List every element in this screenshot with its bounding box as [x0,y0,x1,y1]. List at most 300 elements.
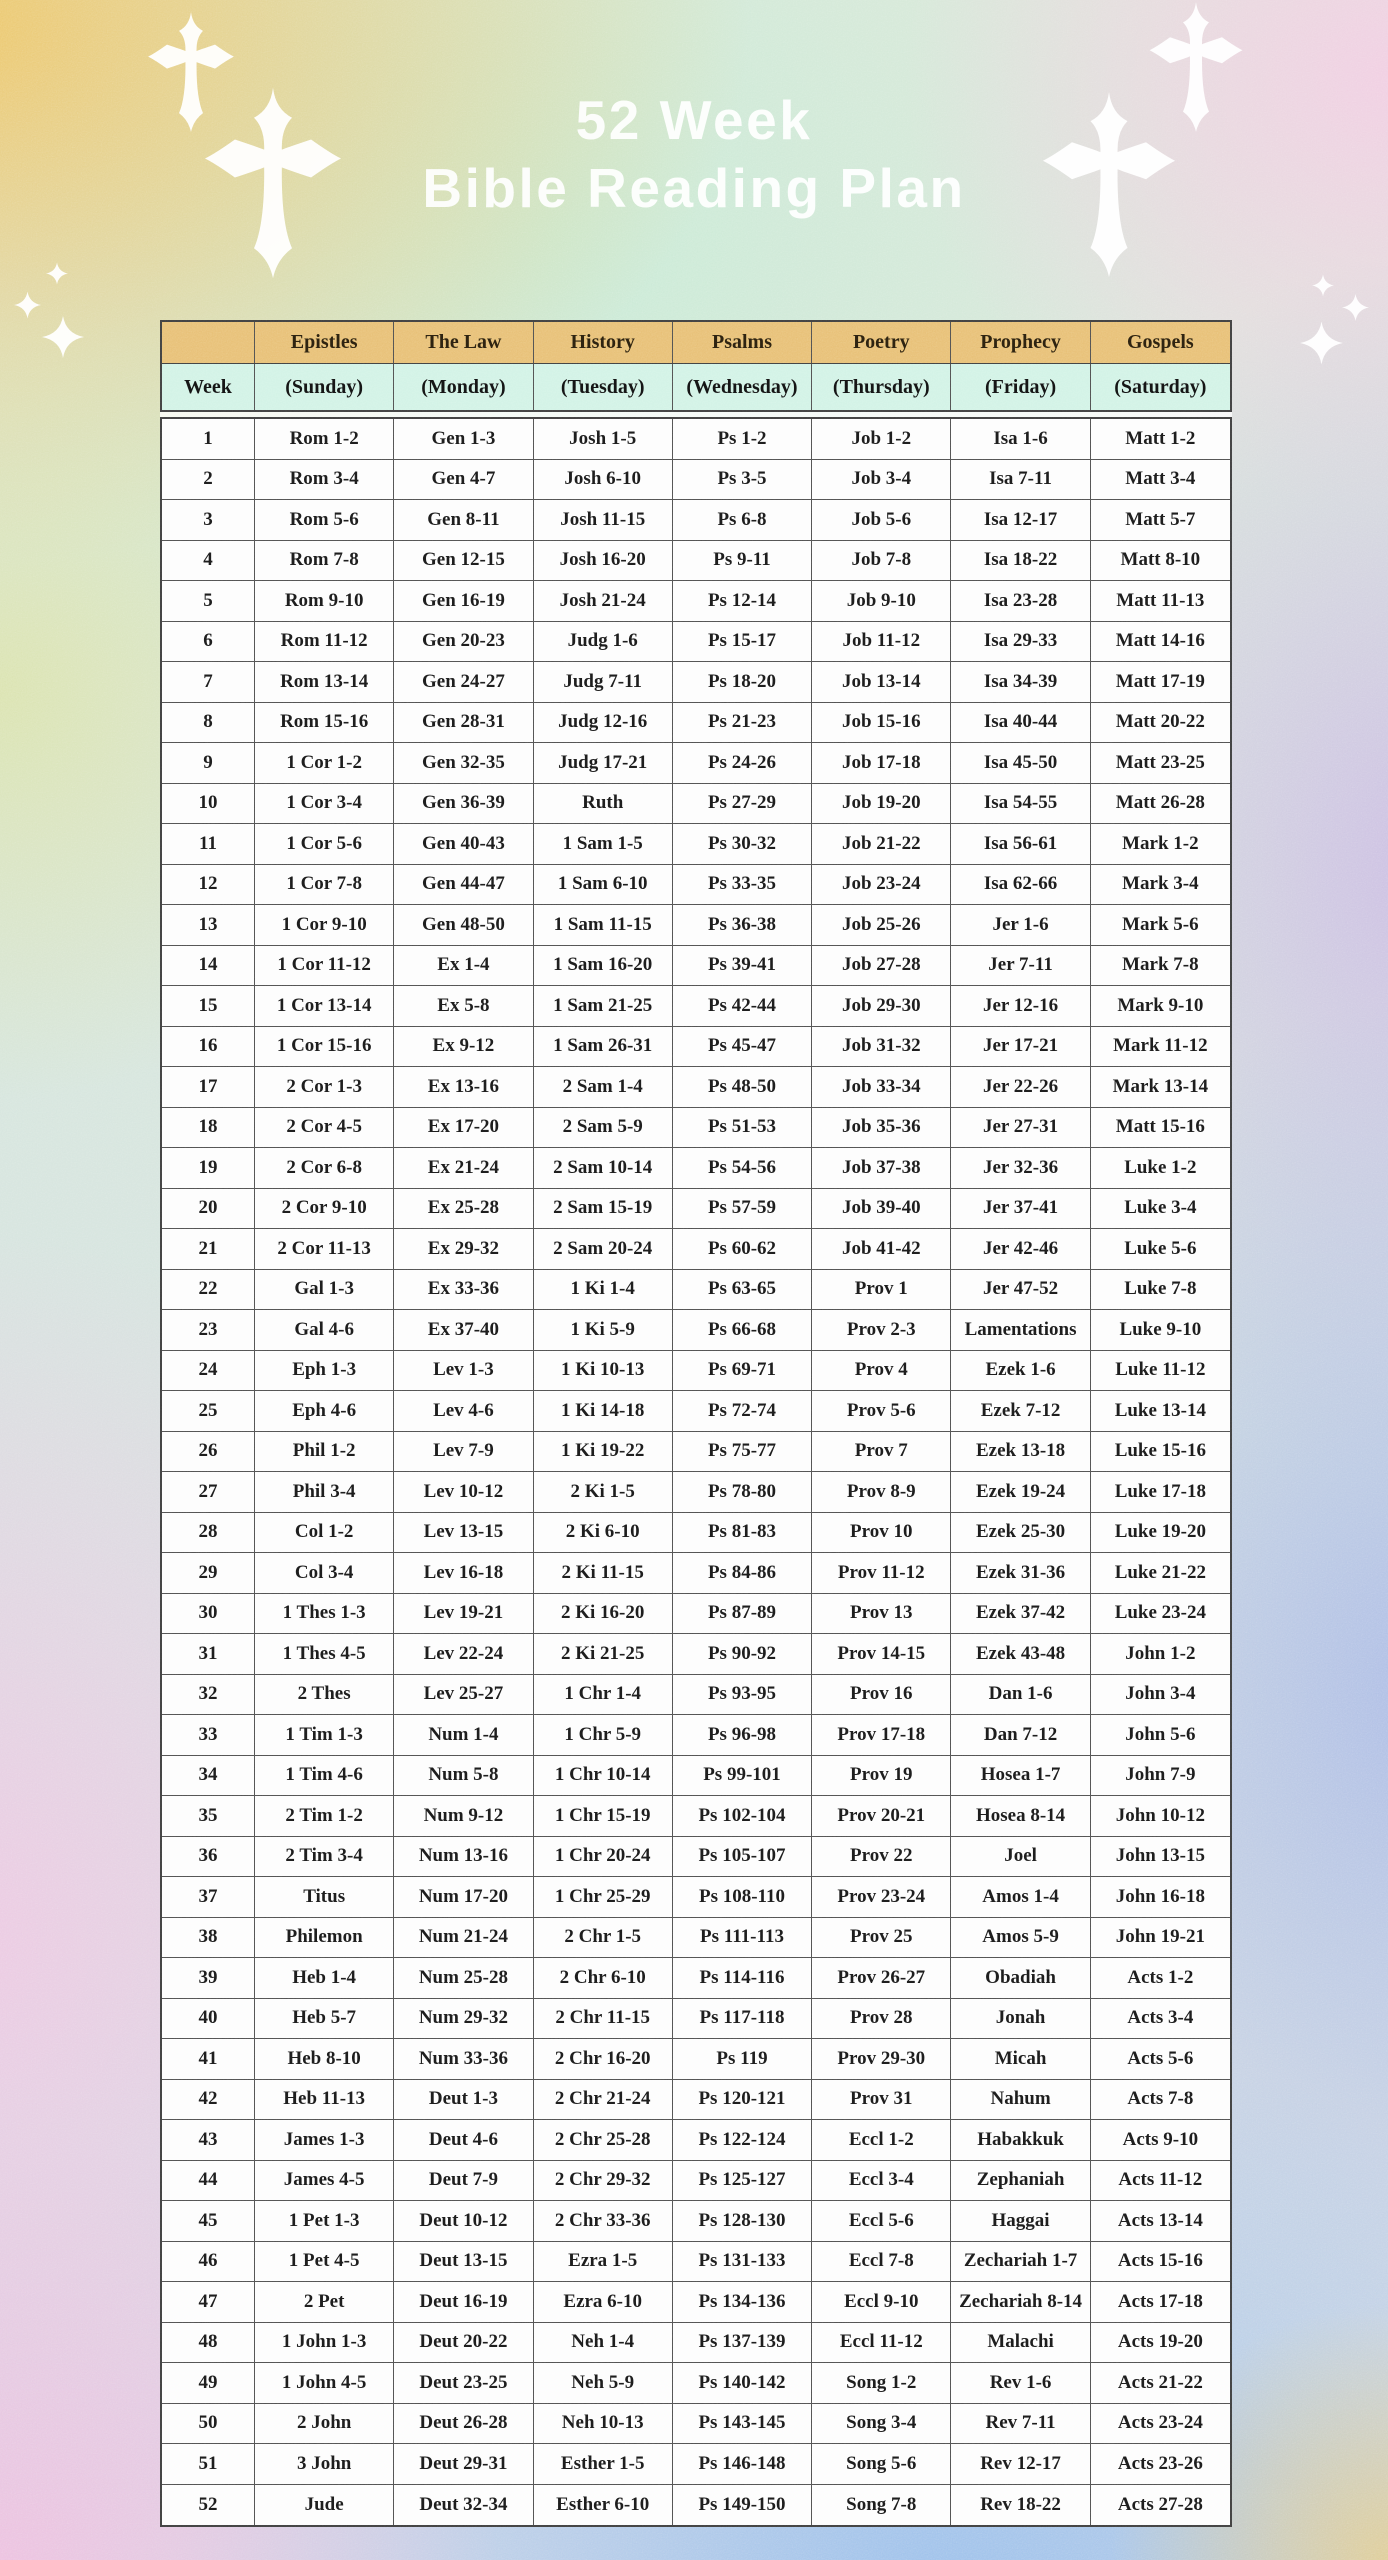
reading-cell: Job 37-38 [812,1148,951,1189]
reading-cell: Nahum [951,2080,1090,2121]
reading-cell: Titus [255,1877,394,1918]
week-number-cell: 8 [162,703,255,744]
reading-cell: Ps 93-95 [673,1675,812,1716]
reading-cell: Job 7-8 [812,541,951,582]
week-number-cell: 25 [162,1391,255,1432]
reading-cell: 1 Chr 1-4 [534,1675,673,1716]
reading-cell: Lev 7-9 [394,1432,533,1473]
reading-cell: Song 7-8 [812,2485,951,2526]
reading-cell: Isa 23-28 [951,581,1090,622]
reading-cell: James 1-3 [255,2120,394,2161]
reading-cell: Num 21-24 [394,1918,533,1959]
reading-cell: Micah [951,2039,1090,2080]
reading-cell: Ezek 13-18 [951,1432,1090,1473]
reading-cell: 2 Cor 6-8 [255,1148,394,1189]
reading-cell: Matt 5-7 [1091,500,1230,541]
category-header-cell: Poetry [812,322,951,363]
reading-cell: Luke 9-10 [1091,1310,1230,1351]
week-number-cell: 52 [162,2485,255,2526]
reading-cell: Isa 29-33 [951,622,1090,663]
reading-cell: Zechariah 1-7 [951,2242,1090,2283]
sparkle-icon [1300,318,1343,368]
reading-cell: Rom 1-2 [255,419,394,460]
reading-cell: Haggai [951,2201,1090,2242]
reading-cell: 1 Ki 1-4 [534,1270,673,1311]
week-number-cell: 50 [162,2404,255,2445]
reading-cell: Num 1-4 [394,1715,533,1756]
week-number-cell: 14 [162,946,255,987]
reading-cell: Ex 5-8 [394,986,533,1027]
reading-cell: Isa 34-39 [951,662,1090,703]
reading-cell: Eccl 9-10 [812,2282,951,2323]
reading-cell: Prov 5-6 [812,1391,951,1432]
reading-cell: Prov 17-18 [812,1715,951,1756]
reading-cell: Job 23-24 [812,865,951,906]
reading-cell: Luke 17-18 [1091,1472,1230,1513]
week-number-cell: 29 [162,1553,255,1594]
day-header-cell: (Thursday) [812,364,951,410]
reading-cell: Ex 9-12 [394,1027,533,1068]
reading-cell: Dan 1-6 [951,1675,1090,1716]
reading-cell: 1 Sam 21-25 [534,986,673,1027]
week-number-cell: 15 [162,986,255,1027]
week-number-cell: 5 [162,581,255,622]
reading-cell: 2 Sam 1-4 [534,1067,673,1108]
reading-cell: Job 41-42 [812,1229,951,1270]
reading-cell: Ezra 6-10 [534,2282,673,2323]
reading-cell: Ex 13-16 [394,1067,533,1108]
week-number-cell: 4 [162,541,255,582]
reading-cell: Gen 40-43 [394,824,533,865]
day-header-cell: (Sunday) [255,364,394,410]
reading-cell: Lev 22-24 [394,1634,533,1675]
reading-cell: 1 Sam 6-10 [534,865,673,906]
reading-plan-table [160,320,1232,2527]
reading-cell: Philemon [255,1918,394,1959]
reading-cell: Matt 20-22 [1091,703,1230,744]
week-number-cell: 13 [162,905,255,946]
reading-cell: Luke 11-12 [1091,1351,1230,1392]
reading-cell: Jonah [951,1999,1090,2040]
day-header-row [160,363,1232,412]
reading-cell: Luke 13-14 [1091,1391,1230,1432]
reading-cell: Ps 143-145 [673,2404,812,2445]
reading-cell: Ps 51-53 [673,1108,812,1149]
reading-cell: Prov 22 [812,1837,951,1878]
reading-cell: 1 Ki 10-13 [534,1351,673,1392]
reading-cell: Luke 7-8 [1091,1270,1230,1311]
reading-cell: Gal 1-3 [255,1270,394,1311]
reading-cell: James 4-5 [255,2161,394,2202]
reading-cell: Deut 7-9 [394,2161,533,2202]
reading-cell: Eph 1-3 [255,1351,394,1392]
reading-cell: Josh 11-15 [534,500,673,541]
reading-cell: Rev 1-6 [951,2363,1090,2404]
reading-cell: Habakkuk [951,2120,1090,2161]
week-number-cell: 22 [162,1270,255,1311]
reading-cell: 1 Thes 1-3 [255,1594,394,1635]
reading-cell: Prov 10 [812,1513,951,1554]
reading-cell: Ps 87-89 [673,1594,812,1635]
reading-cell: Prov 7 [812,1432,951,1473]
week-number-cell: 27 [162,1472,255,1513]
reading-cell: Deut 13-15 [394,2242,533,2283]
reading-cell: 2 Chr 21-24 [534,2080,673,2121]
reading-cell: Ps 96-98 [673,1715,812,1756]
reading-cell: Ps 84-86 [673,1553,812,1594]
reading-cell: Col 1-2 [255,1513,394,1554]
reading-cell: Isa 62-66 [951,865,1090,906]
reading-cell: Acts 7-8 [1091,2080,1230,2121]
reading-cell: 2 Chr 11-15 [534,1999,673,2040]
reading-cell: Deut 10-12 [394,2201,533,2242]
week-number-cell: 51 [162,2444,255,2485]
reading-cell: Matt 1-2 [1091,419,1230,460]
reading-cell: 2 Sam 5-9 [534,1108,673,1149]
week-number-cell: 17 [162,1067,255,1108]
reading-cell: John 19-21 [1091,1918,1230,1959]
reading-cell: Deut 23-25 [394,2363,533,2404]
reading-cell: Ps 128-130 [673,2201,812,2242]
reading-cell: Malachi [951,2323,1090,2364]
reading-cell: 1 John 4-5 [255,2363,394,2404]
week-number-cell: 43 [162,2120,255,2161]
reading-cell: Rev 12-17 [951,2444,1090,2485]
week-number-cell: 44 [162,2161,255,2202]
reading-cell: Prov 2-3 [812,1310,951,1351]
reading-cell: Isa 7-11 [951,460,1090,501]
reading-cell: Ps 105-107 [673,1837,812,1878]
reading-cell: Col 3-4 [255,1553,394,1594]
reading-cell: Ex 25-28 [394,1189,533,1230]
reading-cell: Num 13-16 [394,1837,533,1878]
reading-cell: John 1-2 [1091,1634,1230,1675]
reading-cell: Rom 9-10 [255,581,394,622]
reading-cell: 2 Thes [255,1675,394,1716]
reading-cell: John 13-15 [1091,1837,1230,1878]
reading-cell: Rom 7-8 [255,541,394,582]
reading-cell: 1 Sam 26-31 [534,1027,673,1068]
week-number-cell: 39 [162,1958,255,1999]
reading-cell: Josh 1-5 [534,419,673,460]
reading-cell: 1 Tim 4-6 [255,1756,394,1797]
reading-cell: 3 John [255,2444,394,2485]
reading-cell: Acts 13-14 [1091,2201,1230,2242]
reading-cell: Ps 1-2 [673,419,812,460]
reading-cell: Hosea 8-14 [951,1796,1090,1837]
sparkle-icon [42,312,84,362]
week-number-cell: 23 [162,1310,255,1351]
sparkle-icon [1342,290,1369,325]
reading-cell: Ps 3-5 [673,460,812,501]
week-number-cell: 36 [162,1837,255,1878]
reading-cell: Deut 4-6 [394,2120,533,2161]
week-number-cell: 26 [162,1432,255,1473]
reading-cell: John 5-6 [1091,1715,1230,1756]
reading-cell: Ex 37-40 [394,1310,533,1351]
reading-cell: Josh 21-24 [534,581,673,622]
reading-cell: 1 Tim 1-3 [255,1715,394,1756]
reading-cell: 2 Cor 1-3 [255,1067,394,1108]
reading-cell: Eph 4-6 [255,1391,394,1432]
reading-cell: Ezek 19-24 [951,1472,1090,1513]
reading-cell: Ex 33-36 [394,1270,533,1311]
reading-cell: Neh 1-4 [534,2323,673,2364]
reading-cell: Ps 134-136 [673,2282,812,2323]
reading-cell: 2 Tim 3-4 [255,1837,394,1878]
reading-cell: Ezek 25-30 [951,1513,1090,1554]
week-number-cell: 16 [162,1027,255,1068]
reading-cell: Lev 13-15 [394,1513,533,1554]
week-number-cell: 20 [162,1189,255,1230]
reading-cell: 1 Cor 13-14 [255,986,394,1027]
reading-cell: Matt 8-10 [1091,541,1230,582]
reading-cell: Heb 11-13 [255,2080,394,2121]
reading-cell: Ex 17-20 [394,1108,533,1149]
reading-cell: Gen 20-23 [394,622,533,663]
week-number-cell: 28 [162,1513,255,1554]
reading-cell: Ps 60-62 [673,1229,812,1270]
reading-cell: Song 1-2 [812,2363,951,2404]
reading-cell: Gen 1-3 [394,419,533,460]
reading-cell: Mark 1-2 [1091,824,1230,865]
reading-cell: Heb 8-10 [255,2039,394,2080]
reading-cell: 2 Chr 33-36 [534,2201,673,2242]
reading-cell: Gen 16-19 [394,581,533,622]
reading-cell: Rom 3-4 [255,460,394,501]
reading-cell: Prov 1 [812,1270,951,1311]
reading-cell: 1 Cor 3-4 [255,784,394,825]
reading-cell: Acts 23-26 [1091,2444,1230,2485]
reading-cell: 2 Cor 11-13 [255,1229,394,1270]
reading-cell: Ps 90-92 [673,1634,812,1675]
reading-cell: Luke 1-2 [1091,1148,1230,1189]
reading-cell: Ps 12-14 [673,581,812,622]
reading-cell: Neh 10-13 [534,2404,673,2445]
day-header-cell: (Friday) [951,364,1090,410]
reading-cell: Job 19-20 [812,784,951,825]
reading-cell: Ps 45-47 [673,1027,812,1068]
reading-cell: Acts 27-28 [1091,2485,1230,2526]
reading-cell: Song 3-4 [812,2404,951,2445]
week-number-cell: 24 [162,1351,255,1392]
reading-cell: Prov 4 [812,1351,951,1392]
reading-cell: Matt 14-16 [1091,622,1230,663]
day-header-cell: (Monday) [394,364,533,410]
reading-cell: Jude [255,2485,394,2526]
reading-cell: Job 15-16 [812,703,951,744]
reading-cell: Phil 1-2 [255,1432,394,1473]
reading-cell: Ezra 1-5 [534,2242,673,2283]
category-header-cell: Prophecy [951,322,1090,363]
reading-cell: Acts 21-22 [1091,2363,1230,2404]
reading-cell: Amos 1-4 [951,1877,1090,1918]
reading-cell: Ps 30-32 [673,824,812,865]
reading-cell: Jer 37-41 [951,1189,1090,1230]
reading-cell: Ps 36-38 [673,905,812,946]
week-number-cell: 47 [162,2282,255,2323]
reading-cell: Num 25-28 [394,1958,533,1999]
reading-cell: Isa 56-61 [951,824,1090,865]
reading-cell: Matt 15-16 [1091,1108,1230,1149]
reading-cell: Jer 27-31 [951,1108,1090,1149]
reading-cell: Ps 125-127 [673,2161,812,2202]
week-number-cell: 40 [162,1999,255,2040]
reading-cell: Ps 42-44 [673,986,812,1027]
reading-cell: 1 Pet 1-3 [255,2201,394,2242]
reading-cell: Job 11-12 [812,622,951,663]
week-number-cell: 33 [162,1715,255,1756]
reading-cell: Rev 7-11 [951,2404,1090,2445]
reading-cell: Ps 48-50 [673,1067,812,1108]
reading-cell: Rom 5-6 [255,500,394,541]
reading-cell: Deut 29-31 [394,2444,533,2485]
reading-cell: Matt 3-4 [1091,460,1230,501]
week-number-cell: 18 [162,1108,255,1149]
reading-cell: 1 Cor 7-8 [255,865,394,906]
category-header-row [160,320,1232,363]
reading-cell: Job 29-30 [812,986,951,1027]
reading-cell: Ps 54-56 [673,1148,812,1189]
reading-cell: 1 Chr 25-29 [534,1877,673,1918]
week-number-cell: 10 [162,784,255,825]
reading-cell: Judg 17-21 [534,743,673,784]
reading-cell: 1 Ki 19-22 [534,1432,673,1473]
reading-cell: Gen 12-15 [394,541,533,582]
reading-cell: Jer 47-52 [951,1270,1090,1311]
reading-cell: Ps 99-101 [673,1756,812,1797]
reading-cell: 2 Cor 9-10 [255,1189,394,1230]
reading-cell: Ps 6-8 [673,500,812,541]
reading-cell: Deut 32-34 [394,2485,533,2526]
reading-cell: Rom 11-12 [255,622,394,663]
week-number-cell: 38 [162,1918,255,1959]
reading-cell: Jer 22-26 [951,1067,1090,1108]
reading-cell: Jer 42-46 [951,1229,1090,1270]
reading-cell: Ps 137-139 [673,2323,812,2364]
reading-cell: Acts 19-20 [1091,2323,1230,2364]
reading-cell: Acts 17-18 [1091,2282,1230,2323]
reading-cell: Lev 4-6 [394,1391,533,1432]
reading-cell: Ps 15-17 [673,622,812,663]
reading-cell: John 10-12 [1091,1796,1230,1837]
reading-cell: Job 27-28 [812,946,951,987]
reading-cell: Prov 20-21 [812,1796,951,1837]
reading-cell: Ps 149-150 [673,2485,812,2526]
week-number-cell: 37 [162,1877,255,1918]
week-number-cell: 34 [162,1756,255,1797]
reading-cell: Phil 3-4 [255,1472,394,1513]
reading-cell: Ezek 37-42 [951,1594,1090,1635]
reading-cell: 2 Sam 10-14 [534,1148,673,1189]
reading-cell: Ps 39-41 [673,946,812,987]
reading-cell: Ex 1-4 [394,946,533,987]
reading-cell: Jer 12-16 [951,986,1090,1027]
week-number-cell: 7 [162,662,255,703]
reading-cell: Job 35-36 [812,1108,951,1149]
week-number-cell: 19 [162,1148,255,1189]
reading-cell: Job 25-26 [812,905,951,946]
reading-cell: 1 Chr 10-14 [534,1756,673,1797]
reading-cell: 2 John [255,2404,394,2445]
reading-cell: Judg 1-6 [534,622,673,663]
category-header-cell: Gospels [1127,331,1194,353]
reading-cell: Eccl 3-4 [812,2161,951,2202]
reading-cell: 2 Chr 6-10 [534,1958,673,1999]
reading-cell: Prov 26-27 [812,1958,951,1999]
week-number-cell: 1 [162,419,255,460]
reading-cell: Gen 36-39 [394,784,533,825]
reading-cell: 1 Cor 1-2 [255,743,394,784]
reading-cell: Gen 44-47 [394,865,533,906]
reading-cell: Job 3-4 [812,460,951,501]
reading-cell: Prov 29-30 [812,2039,951,2080]
reading-cell: 2 Ki 16-20 [534,1594,673,1635]
reading-cell: Eccl 7-8 [812,2242,951,2283]
reading-cell: Ps 122-124 [673,2120,812,2161]
reading-cell: Job 31-32 [812,1027,951,1068]
week-number-cell: 42 [162,2080,255,2121]
reading-cell: Acts 23-24 [1091,2404,1230,2445]
reading-cell: John 3-4 [1091,1675,1230,1716]
reading-cell: Acts 1-2 [1091,1958,1230,1999]
reading-cell: Prov 14-15 [812,1634,951,1675]
reading-cell: Num 5-8 [394,1756,533,1797]
reading-cell: Luke 5-6 [1091,1229,1230,1270]
reading-cell: Num 17-20 [394,1877,533,1918]
reading-cell: Prov 23-24 [812,1877,951,1918]
reading-cell: 2 Chr 1-5 [534,1918,673,1959]
reading-cell: 1 John 1-3 [255,2323,394,2364]
reading-cell: 2 Sam 20-24 [534,1229,673,1270]
reading-cell: Heb 5-7 [255,1999,394,2040]
reading-cell: Num 9-12 [394,1796,533,1837]
reading-cell: Esther 1-5 [534,2444,673,2485]
reading-cell: Josh 16-20 [534,541,673,582]
reading-cell: Ex 29-32 [394,1229,533,1270]
reading-cell: 1 Sam 11-15 [534,905,673,946]
reading-cell: Deut 20-22 [394,2323,533,2364]
reading-cell: Acts 11-12 [1091,2161,1230,2202]
reading-cell: Luke 19-20 [1091,1513,1230,1554]
reading-cell: Ps 9-11 [673,541,812,582]
reading-cell: Isa 45-50 [951,743,1090,784]
reading-cell: Ezek 43-48 [951,1634,1090,1675]
reading-cell: Job 5-6 [812,500,951,541]
reading-cell: Prov 28 [812,1999,951,2040]
reading-cell: Joel [951,1837,1090,1878]
reading-cell: 2 Chr 25-28 [534,2120,673,2161]
reading-cell: Ps 72-74 [673,1391,812,1432]
reading-cell: Isa 12-17 [951,500,1090,541]
reading-cell: Ps 75-77 [673,1432,812,1473]
reading-cell: Matt 23-25 [1091,743,1230,784]
category-header-cell: History [534,322,673,363]
reading-cell: Ezek 31-36 [951,1553,1090,1594]
reading-cell: 1 Pet 4-5 [255,2242,394,2283]
reading-cell: 2 Ki 11-15 [534,1553,673,1594]
reading-cell: Amos 5-9 [951,1918,1090,1959]
reading-cell: Mark 7-8 [1091,946,1230,987]
sparkle-icon [1312,272,1334,299]
reading-cell: Prov 13 [812,1594,951,1635]
week-number-cell: 46 [162,2242,255,2283]
reading-cell: Ruth [534,784,673,825]
reading-cell: Deut 1-3 [394,2080,533,2121]
reading-cell: Rom 13-14 [255,662,394,703]
reading-cell: 1 Ki 5-9 [534,1310,673,1351]
reading-cell: Luke 15-16 [1091,1432,1230,1473]
